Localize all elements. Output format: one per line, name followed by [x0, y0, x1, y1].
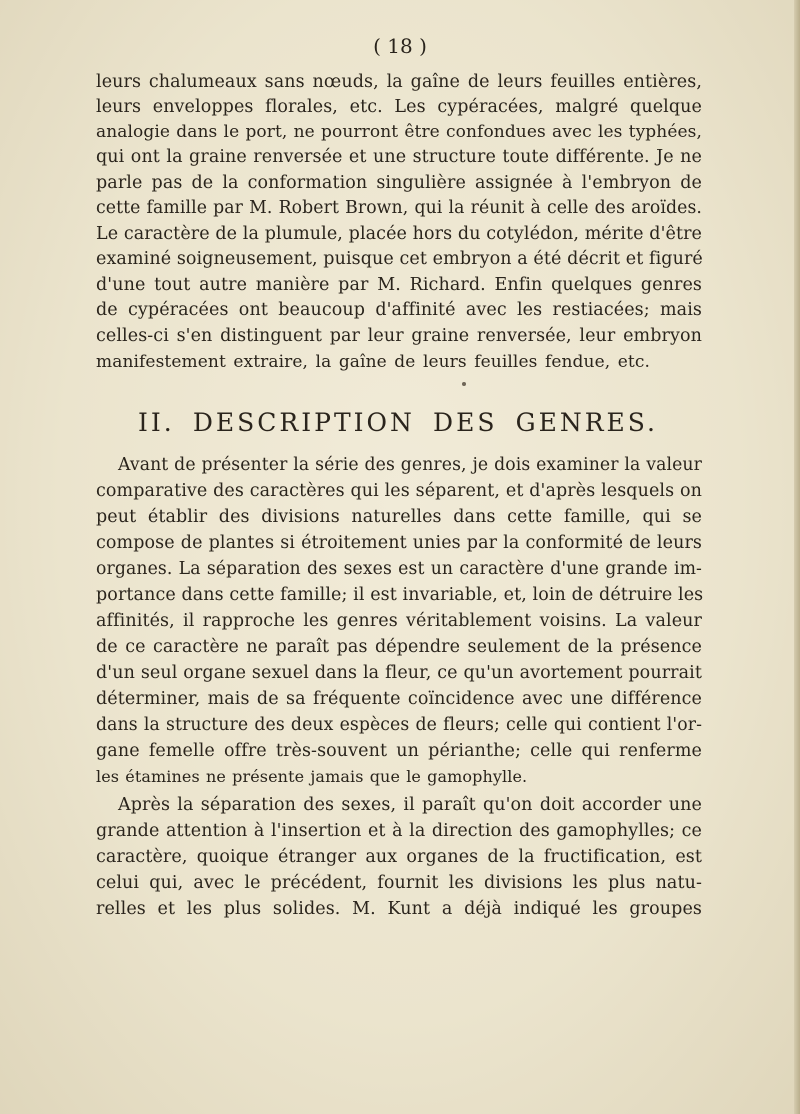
text-line: gane femelle offre très-souvent un périanthe; celle qui renferme [96, 741, 702, 761]
text-line: comparative des caractères qui les séparent, et d'après lesquels on [96, 481, 702, 501]
page-edge [794, 0, 800, 1114]
text-line: caractère, quoique étranger aux organes de la fructification, est [96, 847, 702, 867]
text-line: celles-ci s'en distinguent par leur graine renversée, leur embryon [96, 326, 702, 346]
text-line: qui ont la graine renversée et une structure toute différente. Je ne [96, 147, 702, 167]
text-line: peut établir des divisions naturelles dans cette famille, qui se [96, 507, 702, 527]
text-line: d'un seul organe sexuel dans la fleur, ce qu'un avortement pourrait [96, 663, 702, 683]
text-line: leurs chalumeaux sans nœuds, la gaîne de leurs feuilles entières, [96, 72, 702, 92]
page-number: ( 18 ) [373, 34, 427, 58]
text-line: leurs enveloppes florales, etc. Les cypéracées, malgré quelque [96, 97, 702, 117]
text-line: manifestement extraire, la gaîne de leurs feuilles fendue, etc. [96, 352, 650, 372]
text-line: Après la séparation des sexes, il paraît qu'on doit accorder une [118, 795, 702, 815]
text-line: les étamines ne présente jamais que le gamophylle. [96, 767, 528, 786]
text-line: parle pas de la conformation singulière assignée à l'embryon de [96, 173, 702, 193]
text-line: relles et les plus solides. M. Kunt a déjà indiqué les groupes [96, 899, 702, 919]
text-line: Avant de présenter la série des genres, je dois examiner la valeur [118, 455, 702, 475]
text-line: de cypéracées ont beaucoup d'affinité avec les restiacées; mais [96, 300, 702, 320]
text-line: déterminer, mais de sa fréquente coïncidence avec une différence [96, 689, 702, 709]
text-line: portance dans cette famille; il est invariable, et, loin de détruire les [96, 585, 704, 605]
text-line: compose de plantes si étroitement unies par la conformité de leurs [96, 533, 702, 553]
text-line: dans la structure des deux espèces de fleurs; celle qui contient l'or- [96, 715, 702, 735]
text-line: Le caractère de la plumule, placée hors du cotylédon, mérite d'être [96, 224, 702, 244]
text-line: cette famille par M. Robert Brown, qui la réunit à celle des aroïdes. [96, 198, 702, 218]
text-line: de ce caractère ne paraît pas dépendre seulement de la présence [96, 637, 702, 657]
text-line: celui qui, avec le précédent, fournit les divisions les plus natu- [96, 873, 702, 893]
text-line: d'une tout autre manière par M. Richard. Enfin quelques genres [96, 275, 702, 295]
ink-speck [462, 382, 466, 386]
text-line: grande attention à l'insertion et à la direction des gamophylles; ce [96, 821, 702, 841]
section-heading: II. DESCRIPTION DES GENRES. [138, 408, 658, 437]
text-line: affinités, il rapproche les genres véritablement voisins. La valeur [96, 611, 702, 631]
text-line: analogie dans le port, ne pourront être confondues avec les typhées, [96, 122, 702, 142]
text-line: organes. La séparation des sexes est un caractère d'une grande im- [96, 559, 702, 579]
text-line: examiné soigneusement, puisque cet embryon a été décrit et figuré [96, 249, 703, 269]
